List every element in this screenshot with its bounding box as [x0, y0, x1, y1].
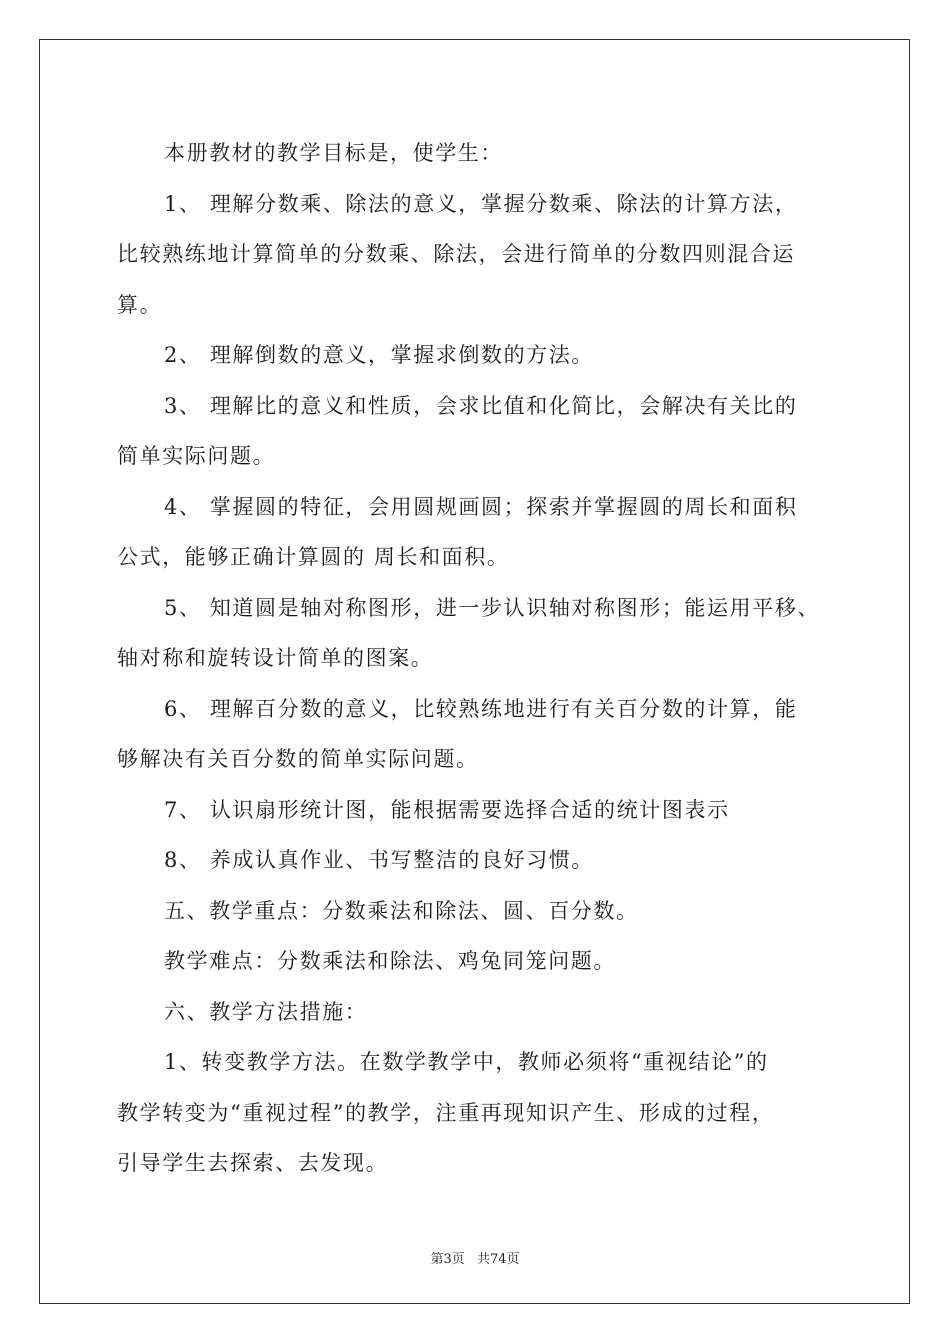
paragraph-line: 教学转变为“重视过程”的教学，注重再现知识产生、形成的过程，: [117, 1100, 775, 1125]
paragraph-line: 6、 理解百分数的意义，比较熟练地进行有关百分数的计算，能: [164, 696, 798, 721]
page-footer: [0, 1248, 950, 1267]
paragraph-line: 5、 知道圆是轴对称图形，进一步认识轴对称图形；能运用平移、: [164, 595, 821, 620]
paragraph-line: 比较熟练地计算简单的分数乘、除法，会进行简单的分数四则混合运: [117, 242, 795, 266]
paragraph-line: 公式，能够正确计算圆的 周长和面积。: [117, 545, 510, 569]
paragraph-line: 轴对称和旋转设计简单的图案。: [117, 646, 434, 670]
paragraph-line: 7、 认识扇形统计图，能根据需要选择合适的统计图表示: [164, 797, 730, 822]
section-heading: 五、教学重点：分数乘法和除法、圆、百分数。: [164, 898, 639, 923]
paragraph-line: 本册教材的教学目标是，使学生：: [164, 141, 503, 165]
paragraph-line: 引导学生去探索、去发现。: [117, 1151, 389, 1175]
paragraph-line: 1、转变教学方法。在数学教学中，教师必须将“重视结论”的: [164, 1050, 769, 1074]
paragraph-line: 4、 掌握圆的特征，会用圆规画圆；探索并掌握圆的周长和面积: [164, 494, 798, 519]
paragraph-line: 教学难点：分数乘法和除法、鸡兔同笼问题。: [164, 949, 616, 973]
paragraph-line: 简单实际问题。: [117, 444, 276, 468]
document-body: [117, 128, 847, 1189]
paragraph-line: 1、 理解分数乘、除法的意义，掌握分数乘、除法的计算方法，: [164, 191, 798, 216]
page-number: 第3页: [430, 1252, 465, 1267]
paragraph-line: 3、 理解比的意义和性质，会求比值和化简比，会解决有关比的: [164, 393, 798, 418]
paragraph-line: 8、 养成认真作业、书写整洁的良好习惯。: [164, 848, 595, 872]
section-heading: 六、教学方法措施：: [164, 999, 368, 1024]
paragraph-line: 算。: [117, 292, 163, 317]
paragraph-line: 够解决有关百分数的简单实际问题。: [117, 747, 479, 771]
total-pages: 共74页: [476, 1252, 520, 1267]
paragraph-line: 2、 理解倒数的意义，掌握求倒数的方法。: [164, 343, 595, 367]
